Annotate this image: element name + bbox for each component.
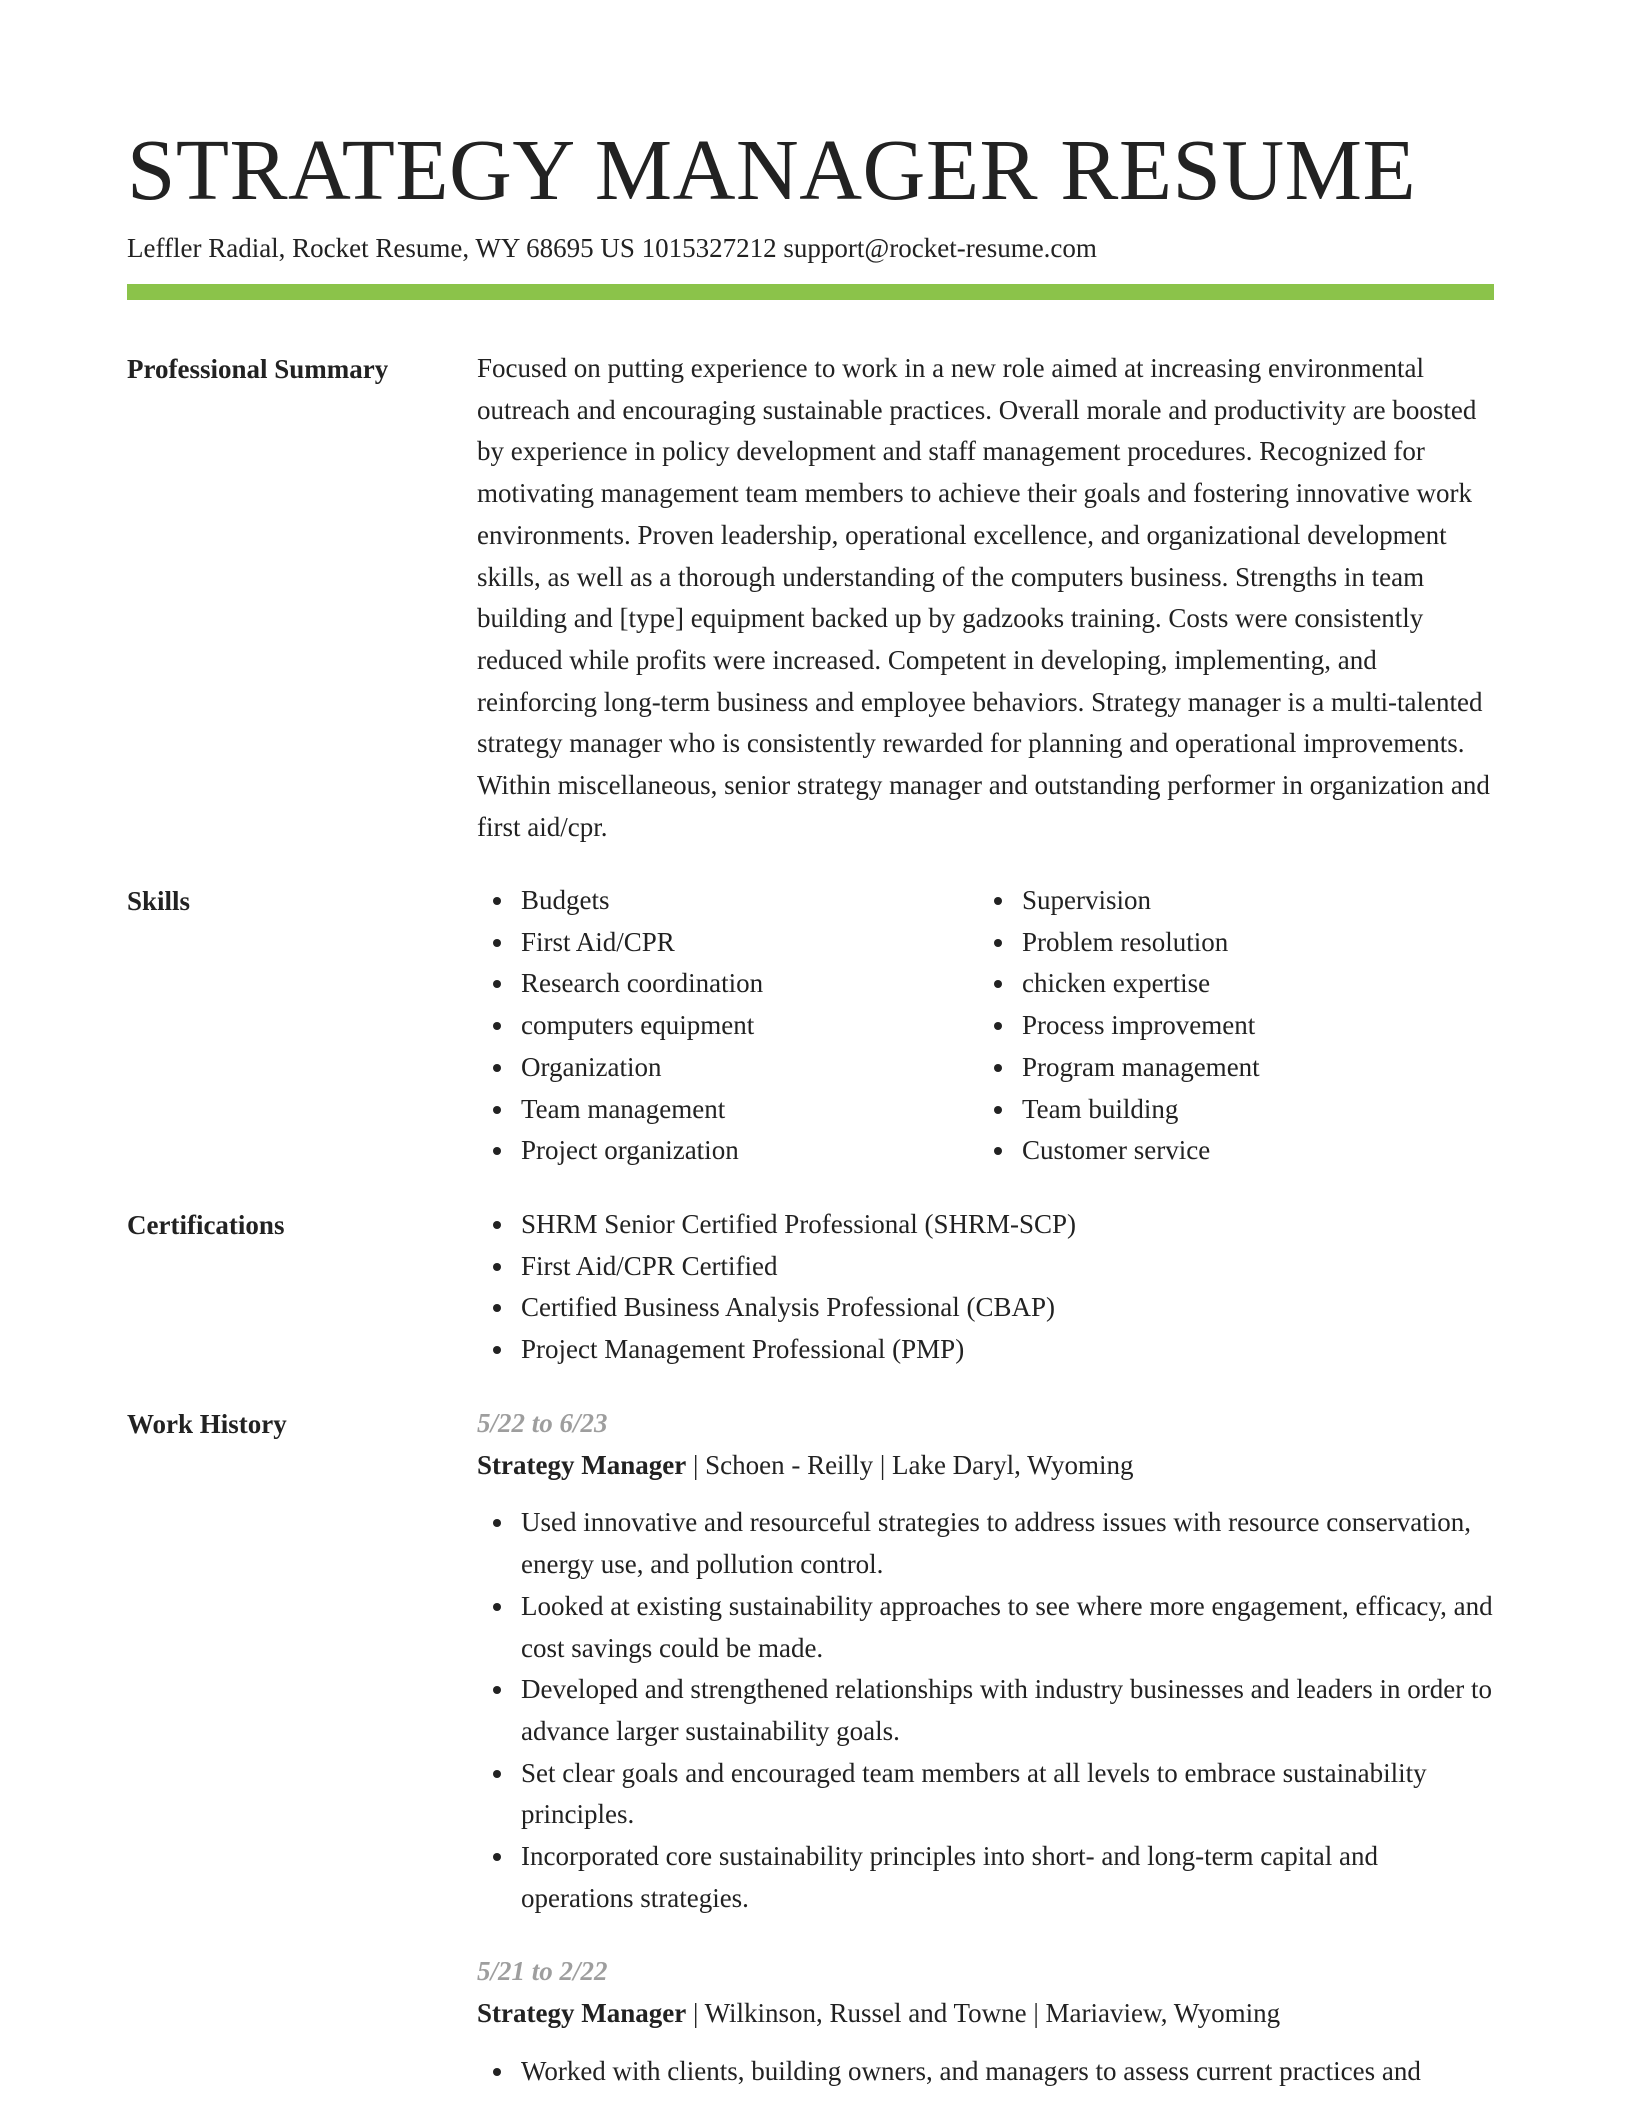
- job-role: Strategy Manager: [477, 1449, 687, 1480]
- job-date: 5/22 to 6/23: [477, 1408, 608, 1438]
- certification-item: Certified Business Analysis Professional (CBAP): [477, 1287, 1494, 1329]
- certification-item: First Aid/CPR Certified: [477, 1246, 1494, 1288]
- resume-title: STRATEGY MANAGER RESUME: [127, 121, 1417, 218]
- skill-item: Research coordination: [477, 963, 957, 1005]
- skill-item: Team building: [978, 1089, 1458, 1131]
- section-label-work-history: Work History: [127, 1409, 287, 1439]
- contact-line: Leffler Radial, Rocket Resume, WY 68695 US 1015327212 support@rocket-resume.com: [127, 233, 1097, 263]
- job-bullets: [477, 2051, 1494, 2093]
- certification-item: SHRM Senior Certified Professional (SHRM-SCP): [477, 1204, 1494, 1246]
- job-bullet: Set clear goals and encouraged team members at all levels to embrace sustainability principles.: [477, 1753, 1494, 1836]
- skills-list-right: [978, 880, 1458, 1172]
- skill-item: Team management: [477, 1089, 957, 1131]
- job-bullet: Looked at existing sustainability approaches to see where more engagement, efficacy, and cost savings could be made.: [477, 1586, 1494, 1669]
- job-bullet: Developed and strengthened relationships with industry businesses and leaders in order to advance larger sustainability goals.: [477, 1669, 1494, 1752]
- accent-divider: [127, 284, 1494, 300]
- skill-item: First Aid/CPR: [477, 922, 957, 964]
- job-bullets: [477, 1502, 1494, 1919]
- skill-item: Budgets: [477, 880, 957, 922]
- job-title-line: [477, 1445, 1494, 1487]
- skill-item: Process improvement: [978, 1005, 1458, 1047]
- skill-item: Project organization: [477, 1130, 957, 1172]
- skill-item: Problem resolution: [978, 922, 1458, 964]
- skill-item: Supervision: [978, 880, 1458, 922]
- job-date: 5/21 to 2/22: [477, 1956, 608, 1987]
- skill-item: Program management: [978, 1047, 1458, 1089]
- job-entry: [477, 1403, 1494, 1919]
- job-role: Strategy Manager: [477, 1998, 687, 2029]
- section-label-skills: Skills: [127, 886, 191, 916]
- job-title-line: [477, 1993, 1494, 2035]
- skill-item: Organization: [477, 1047, 957, 1089]
- certification-item: Project Management Professional (PMP): [477, 1329, 1494, 1371]
- skills-list-left: [477, 880, 957, 1172]
- job-employer-location: | Schoen - Reilly | Lake Daryl, Wyoming: [686, 1449, 1134, 1480]
- job-bullet: Used innovative and resourceful strategies to address issues with resource conservation, energy use, and pollution control.: [477, 1502, 1494, 1585]
- summary-text: Focused on putting experience to work in a new role aimed at increasing environmental outreach and encouraging sustainable practices. Overall morale and productivity are boosted by experience in policy development and staff management procedures. Recognized for motivating management team members to achieve their goals and fostering innovative work environments. Proven leadership, operational excellence, and organizational development skills, as well as a thorough understanding of the computers business. Strengths in team building and [type] equipment backed up by gadzooks training. Costs were consistently reduced while profits were increased. Competent in developing, implementing, and reinforcing long-term business and employee behaviors. Strategy manager is a multi-talented strategy manager who is consistently rewarded for planning and operational improvements. Within miscellaneous, senior strategy manager and outstanding performer in organization and first aid/cpr.: [477, 353, 1490, 842]
- section-label-certifications: Certifications: [127, 1210, 285, 1240]
- certifications-list: [477, 1204, 1494, 1371]
- skill-item: computers equipment: [477, 1005, 957, 1047]
- job-bullet: Worked with clients, building owners, and managers to assess current practices and: [477, 2051, 1494, 2093]
- skill-item: chicken expertise: [978, 963, 1458, 1005]
- job-employer-location: | Wilkinson, Russel and Towne | Mariaview, Wyoming: [686, 1998, 1281, 2029]
- job-entry: [477, 1951, 1494, 2092]
- section-label-summary: Professional Summary: [127, 354, 389, 384]
- job-bullet: Incorporated core sustainability principles into short- and long-term capital and operations strategies.: [477, 1836, 1494, 1919]
- skill-item: Customer service: [978, 1130, 1458, 1172]
